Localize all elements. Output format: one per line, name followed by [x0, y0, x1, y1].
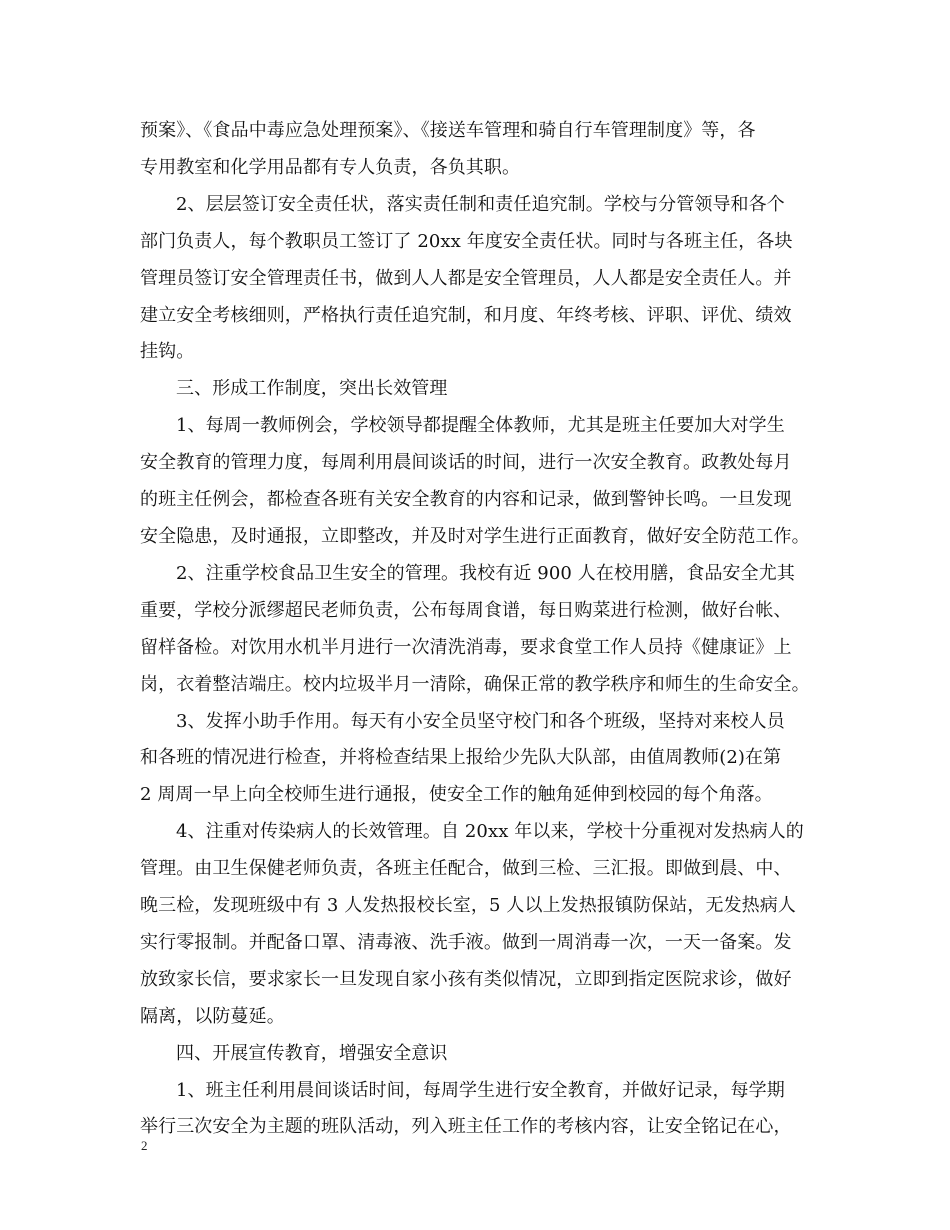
text-line: 实行零报制。并配备口罩、清毒液、洗手液。做到一周消毒一次，一天一备案。发 — [140, 931, 792, 953]
page-number: 2 — [141, 1138, 148, 1153]
text-line: 1、每周一教师例会，学校领导都提醒全体教师，尤其是班主任要加大对学生 — [176, 415, 785, 437]
text-line: 举行三次安全为主题的班队活动，列入班主任工作的考核内容，让安全铭记在心， — [140, 1116, 792, 1138]
text-line: 4、注重对传染病人的长效管理。自 20xx 年以来，学校十分重视对发热病人的 — [176, 821, 804, 843]
paragraph — [140, 113, 820, 187]
text-line: 挂钩。 — [140, 341, 195, 363]
paragraph — [140, 187, 820, 372]
paragraph — [140, 704, 820, 815]
text-line: 三、形成工作制度，突出长效管理 — [176, 378, 448, 400]
text-line: 2、注重学校食品卫生安全的管理。我校有近 900 人在校用膳，食品安全尤其 — [176, 562, 795, 584]
text-line: 的班主任例会，都检查各班有关安全教育的内容和记录，做到警钟长鸣。一旦发现 — [140, 489, 792, 511]
text-line: 岗，衣着整洁端庄。校内垃圾半月一清除，确保正常的教学秩序和师生的生命安全。 — [140, 673, 810, 695]
text-line: 安全教育的管理力度，每周利用晨间谈话的时间，进行一次安全教育。政教处每月 — [140, 452, 792, 474]
text-line: 留样备检。对饮用水机半月进行一次清洗消毒，要求食堂工作人员持《健康证》上 — [140, 636, 792, 658]
paragraph — [140, 1036, 820, 1073]
text-line: 四、开展宣传教育，增强安全意识 — [176, 1042, 448, 1064]
paragraph — [140, 556, 820, 704]
text-line: 隔离，以防蔓延。 — [140, 1005, 285, 1027]
text-line: 部门负责人，每个教职员工签订了 20xx 年度安全责任状。同时与各班主任，各块 — [140, 230, 793, 252]
text-line: 管理员签订安全管理责任书，做到人人都是安全管理员，人人都是安全责任人。并 — [140, 267, 792, 289]
text-line: 和各班的情况进行检查，并将检查结果上报给少先队大队部，由值周教师(2)在第 — [140, 747, 782, 769]
text-line: 3、发挥小助手作用。每天有小安全员坚守校门和各个班级，坚持对来校人员 — [176, 710, 785, 732]
text-line: 放致家长信，要求家长一旦发现自家小孩有类似情况，立即到指定医院求诊，做好 — [140, 968, 792, 990]
paragraph — [140, 814, 820, 1035]
text-line: 2、层层签订安全责任状，落实责任制和责任追究制。学校与分管领导和各个 — [176, 193, 785, 215]
text-line: 建立安全考核细则，严格执行责任追究制，和月度、年终考核、评职、评优、绩效 — [140, 304, 792, 326]
text-line: 管理。由卫生保健老师负责，各班主任配合，做到三检、三汇报。即做到晨、中、 — [140, 858, 792, 880]
text-line: 晚三检，发现班级中有 3 人发热报校长室，5 人以上发热报镇防保站，无发热病人 — [140, 895, 796, 917]
document-body — [140, 113, 820, 1146]
paragraph — [140, 1073, 820, 1147]
paragraph — [140, 371, 820, 408]
text-line: 1、班主任利用晨间谈话时间，每周学生进行安全教育，并做好记录，每学期 — [176, 1079, 785, 1101]
paragraph — [140, 408, 820, 556]
text-line: 预案》、《食品中毒应急处理预案》、《接送车管理和骑自行车管理制度》等，各 — [140, 120, 756, 141]
text-line: 2 周周一早上向全校师生进行通报，使安全工作的触角延伸到校园的每个角落。 — [140, 784, 773, 806]
text-line: 专用教室和化学用品都有专人负责，各负其职。 — [140, 156, 521, 178]
text-line: 重要，学校分派缪超民老师负责，公布每周食谱，每日购菜进行检测，做好台帐、 — [140, 599, 792, 621]
text-line: 安全隐患，及时通报，立即整改，并及时对学生进行正面教育，做好安全防范工作。 — [140, 525, 810, 547]
